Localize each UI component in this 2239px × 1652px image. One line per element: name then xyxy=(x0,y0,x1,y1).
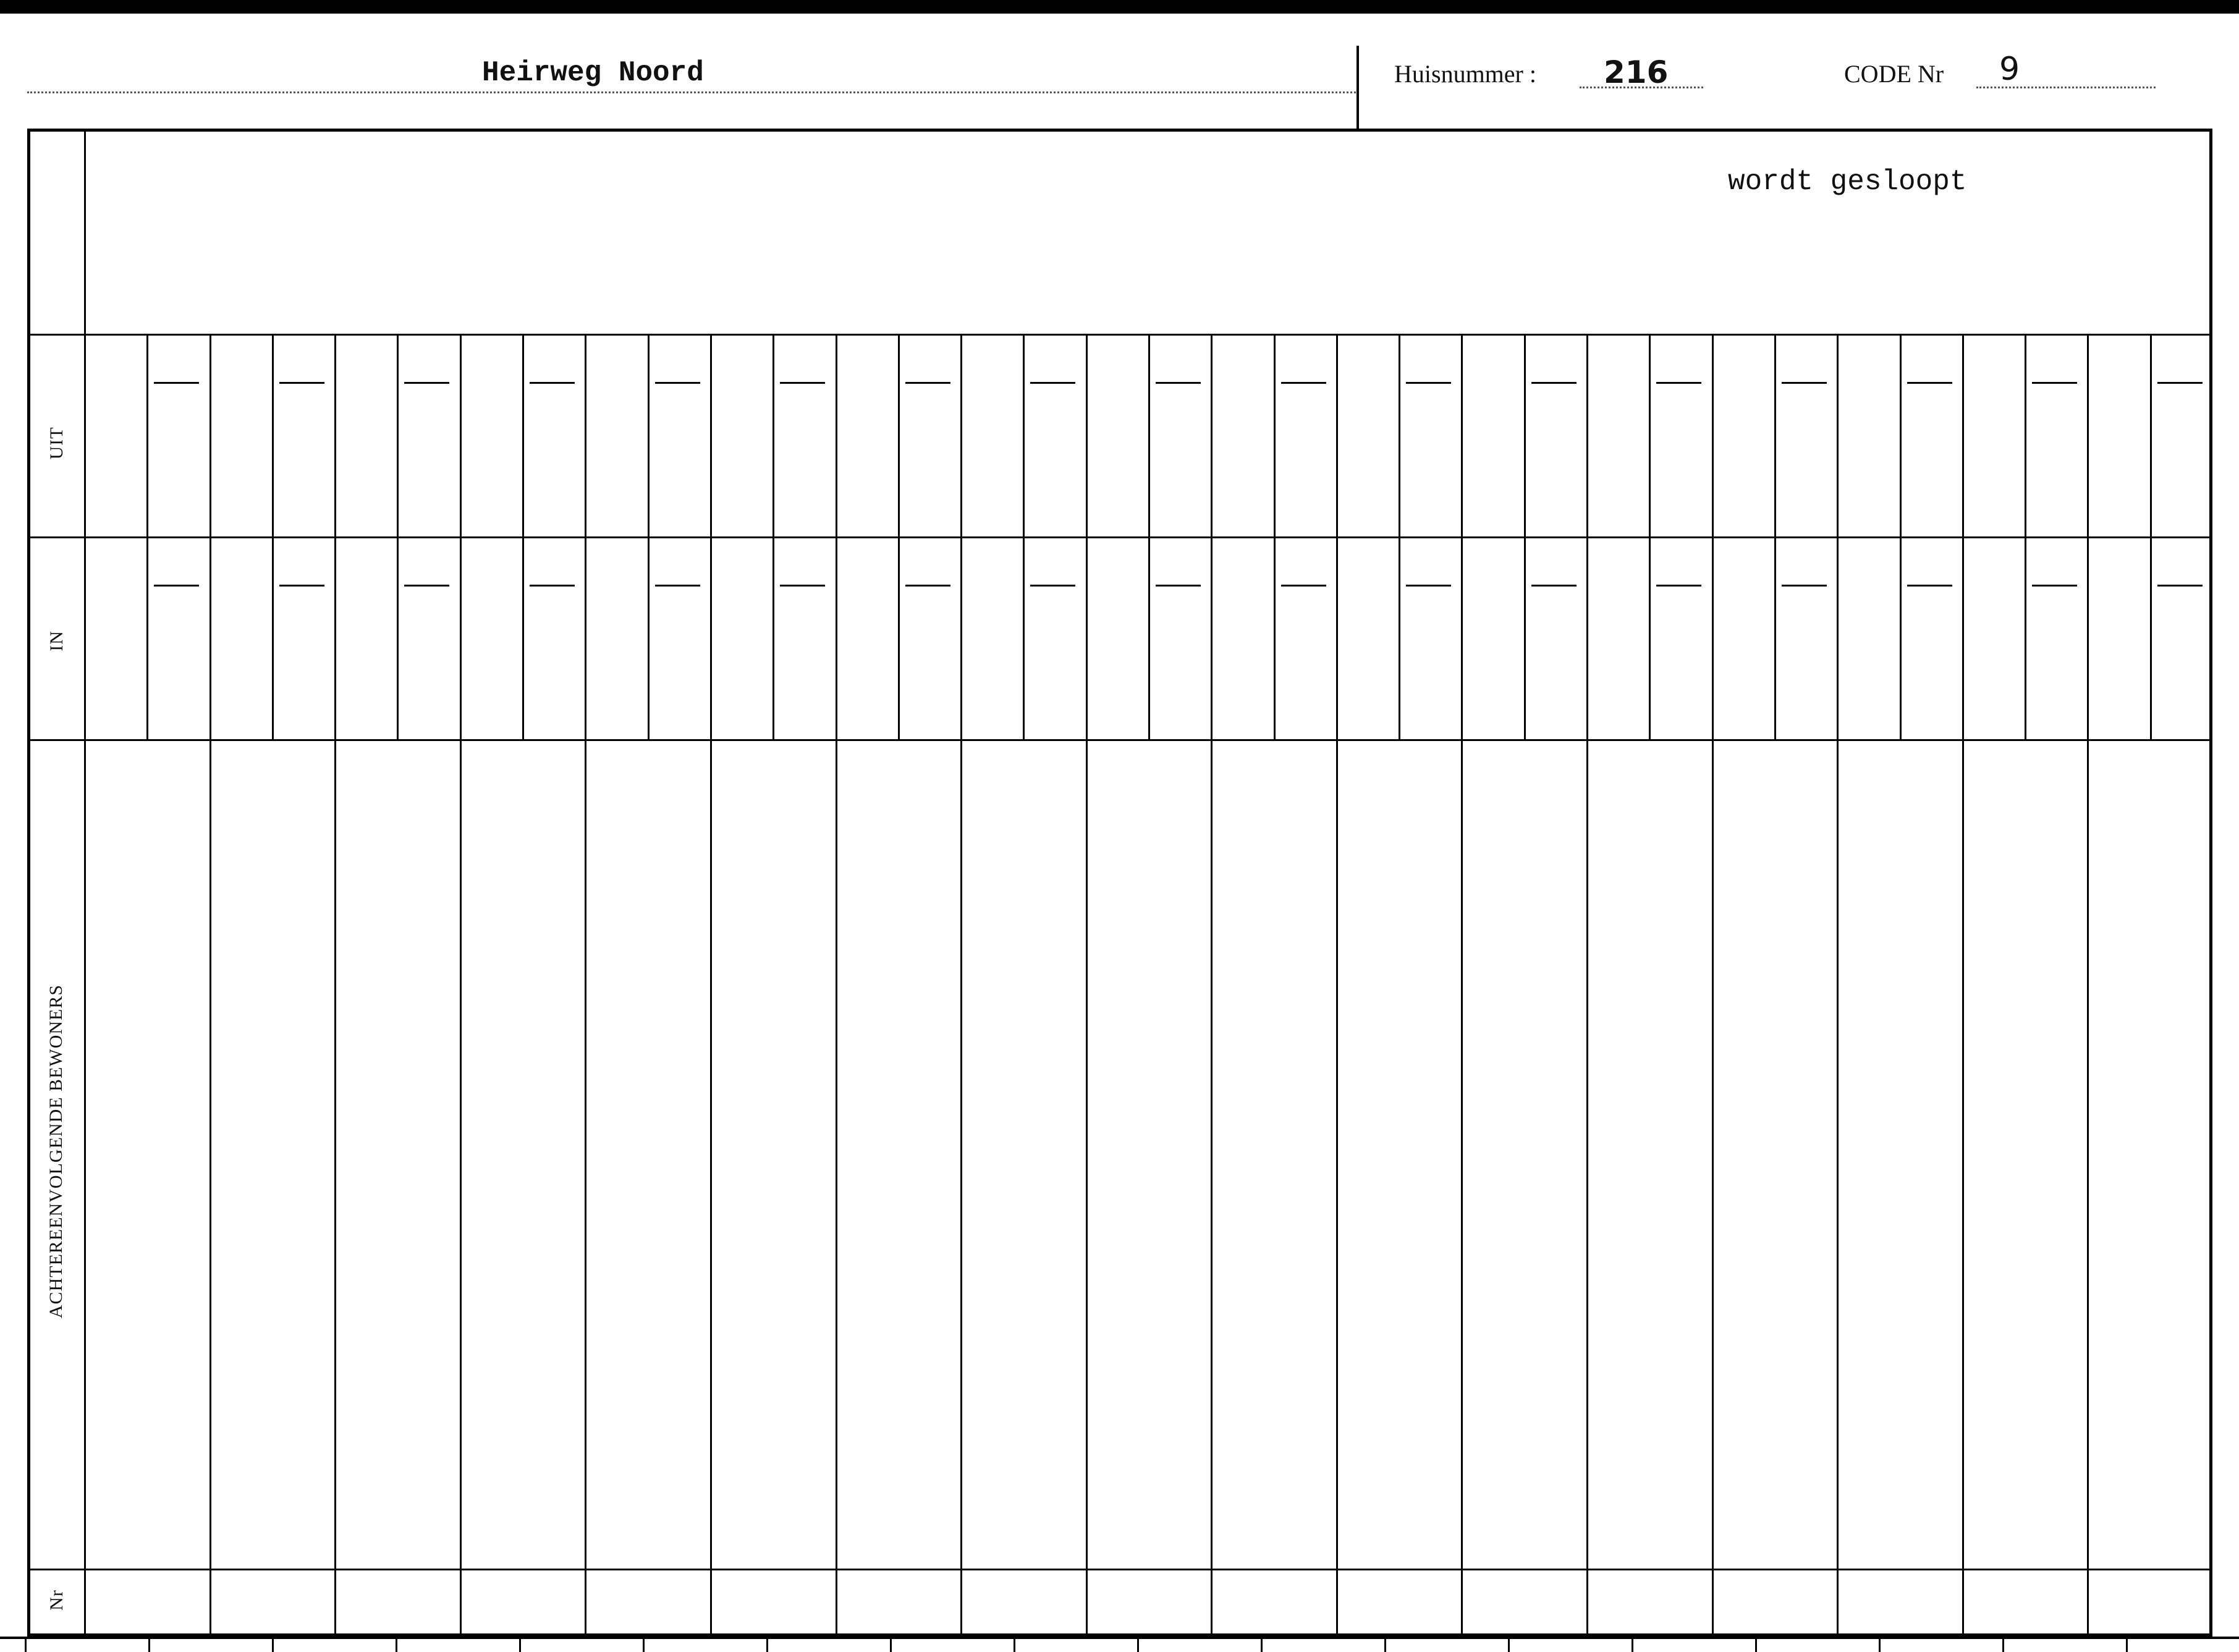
bottom-tick xyxy=(272,1639,274,1652)
remark-text: wordt gesloopt xyxy=(1728,166,1967,198)
uit-dash xyxy=(780,382,825,384)
column-divider xyxy=(460,334,462,1637)
bottom-tick xyxy=(2126,1639,2128,1652)
house-number-value: 216 xyxy=(1604,54,1669,90)
bottom-tick xyxy=(2002,1639,2004,1652)
column-divider xyxy=(1211,334,1213,1637)
uit-dash xyxy=(404,382,449,384)
sub-column-divider xyxy=(1274,334,1276,739)
uit-dash xyxy=(1281,382,1326,384)
uit-dash xyxy=(1030,382,1075,384)
column-divider xyxy=(960,334,962,1637)
column-divider xyxy=(1336,334,1338,1637)
residents-form-grid xyxy=(27,129,2212,1637)
in-dash xyxy=(1782,585,1827,587)
sub-column-divider xyxy=(1649,334,1651,739)
sub-column-divider xyxy=(1148,334,1150,739)
row-separator xyxy=(27,1569,2212,1570)
sub-column-divider xyxy=(146,334,148,739)
in-dash xyxy=(1406,585,1451,587)
uit-dash xyxy=(905,382,950,384)
sub-column-divider xyxy=(1524,334,1526,739)
in-dash xyxy=(530,585,575,587)
uit-dash xyxy=(1531,382,1577,384)
in-dash xyxy=(404,585,449,587)
bottom-tick xyxy=(1879,1639,1881,1652)
uit-dash xyxy=(2032,382,2077,384)
house-number-label: Huisnummer : xyxy=(1394,60,1536,88)
sub-column-divider xyxy=(1399,334,1400,739)
bottom-tick xyxy=(1384,1639,1386,1652)
row-label-nr: Nr xyxy=(46,1590,67,1611)
in-dash xyxy=(1281,585,1326,587)
sub-column-divider xyxy=(272,334,274,739)
bottom-tick xyxy=(1137,1639,1139,1652)
bottom-tick xyxy=(1261,1639,1263,1652)
row-label-residents: ACHTEREENVOLGENDE BEWONERS xyxy=(46,984,66,1319)
row-label-uit: UIT xyxy=(46,426,67,460)
uit-dash xyxy=(655,382,700,384)
sub-column-divider xyxy=(2150,334,2152,739)
code-label: CODE Nr xyxy=(1844,60,1944,88)
column-divider xyxy=(710,334,712,1637)
column-divider xyxy=(1461,334,1463,1637)
bottom-tick xyxy=(1632,1639,1633,1652)
in-dash xyxy=(1531,585,1577,587)
sub-column-divider xyxy=(1023,334,1025,739)
bottom-tick xyxy=(519,1639,521,1652)
in-dash xyxy=(1656,585,1701,587)
uit-dash xyxy=(279,382,324,384)
in-dash xyxy=(905,585,950,587)
column-divider xyxy=(2087,334,2089,1637)
row-label-in: IN xyxy=(46,630,67,651)
street-underline xyxy=(27,91,1356,93)
row-separator xyxy=(27,536,2212,538)
uit-dash xyxy=(1656,382,1701,384)
top-border-bar xyxy=(0,0,2239,14)
column-divider xyxy=(1086,334,1088,1637)
in-dash xyxy=(2157,585,2203,587)
code-value: 9 xyxy=(1999,51,2020,88)
bottom-tick xyxy=(890,1639,892,1652)
in-dash xyxy=(780,585,825,587)
uit-dash xyxy=(530,382,575,384)
in-dash xyxy=(2032,585,2077,587)
street-name: Heirweg Noord xyxy=(482,57,704,89)
sub-column-divider xyxy=(1774,334,1776,739)
uit-dash xyxy=(1782,382,1827,384)
column-divider xyxy=(1837,334,1839,1637)
sub-column-divider xyxy=(1900,334,1902,739)
in-dash xyxy=(1156,585,1201,587)
column-divider xyxy=(1712,334,1714,1637)
row-separator xyxy=(27,739,2212,741)
uit-dash xyxy=(1406,382,1451,384)
in-dash xyxy=(655,585,700,587)
column-divider xyxy=(1962,334,1964,1637)
uit-dash xyxy=(1156,382,1201,384)
in-dash xyxy=(1030,585,1075,587)
sub-column-divider xyxy=(772,334,774,739)
sub-column-divider xyxy=(522,334,524,739)
uit-dash xyxy=(2157,382,2203,384)
column-divider xyxy=(210,334,211,1637)
label-col-top xyxy=(27,334,84,336)
sub-column-divider xyxy=(2025,334,2026,739)
uit-dash xyxy=(154,382,199,384)
bottom-tick xyxy=(643,1639,645,1652)
column-divider xyxy=(585,334,586,1637)
in-dash xyxy=(279,585,324,587)
column-divider xyxy=(334,334,336,1637)
bottom-tick xyxy=(25,1639,27,1652)
column-divider xyxy=(836,334,837,1637)
label-column-divider xyxy=(84,129,86,1637)
in-dash xyxy=(1907,585,1952,587)
uit-dash xyxy=(1907,382,1952,384)
sub-column-divider xyxy=(648,334,650,739)
in-dash xyxy=(154,585,199,587)
bottom-tick-row xyxy=(0,1639,2239,1652)
bottom-tick xyxy=(1755,1639,1757,1652)
sub-column-divider xyxy=(397,334,399,739)
bottom-tick xyxy=(1014,1639,1015,1652)
bottom-tick xyxy=(396,1639,397,1652)
bottom-tick xyxy=(1508,1639,1510,1652)
bottom-tick xyxy=(766,1639,768,1652)
column-divider xyxy=(1586,334,1588,1637)
header-divider xyxy=(1357,46,1359,129)
bottom-tick xyxy=(148,1639,150,1652)
sub-column-divider xyxy=(898,334,900,739)
